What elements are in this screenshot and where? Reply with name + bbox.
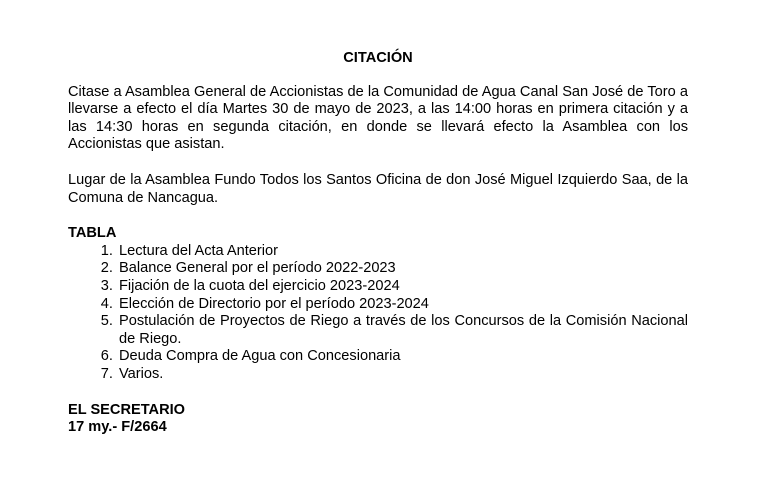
signature-role: EL SECRETARIO — [68, 401, 186, 418]
citation-paragraph: Citase a Asamblea General de Accionistas de la Comunidad de Agua Canal San José de Toro a llevarse a efecto el día Martes 30 de mayo de 2023, a las 14:00 horas en primera citación y a las 14:30 horas en segunda citación, en donde se llevará efecto la Asamblea con los Accionistas que asistan. — [68, 83, 688, 153]
agenda-item: 5. Postulación de Proyectos de Riego a través de los Concursos de la Comisión Nacional de Riego. — [117, 313, 688, 348]
agenda-item: 1. Lectura del Acta Anterior — [117, 243, 688, 261]
agenda-item: 2. Balance General por el período 2022-2023 — [117, 260, 688, 278]
location-paragraph: Lugar de la Asamblea Fundo Todos los Santos Oficina de don José Miguel Izquierdo Saa, de la Comuna de Nancagua. — [68, 171, 688, 206]
agenda-heading: TABLA — [68, 225, 117, 242]
document — [68, 50, 688, 437]
agenda-item: 4. Elección de Directorio por el período 2023-2024 — [117, 296, 688, 314]
agenda-item: 7. Varios. — [117, 366, 688, 384]
signature-reference: 17 my.- F/2664 — [68, 419, 167, 436]
agenda-item: 6. Deuda Compra de Agua con Concesionaria — [117, 348, 688, 366]
agenda-item: 3. Fijación de la cuota del ejercicio 2023-2024 — [117, 278, 688, 296]
agenda-list — [68, 243, 688, 384]
document-title: CITACIÓN — [343, 50, 413, 66]
